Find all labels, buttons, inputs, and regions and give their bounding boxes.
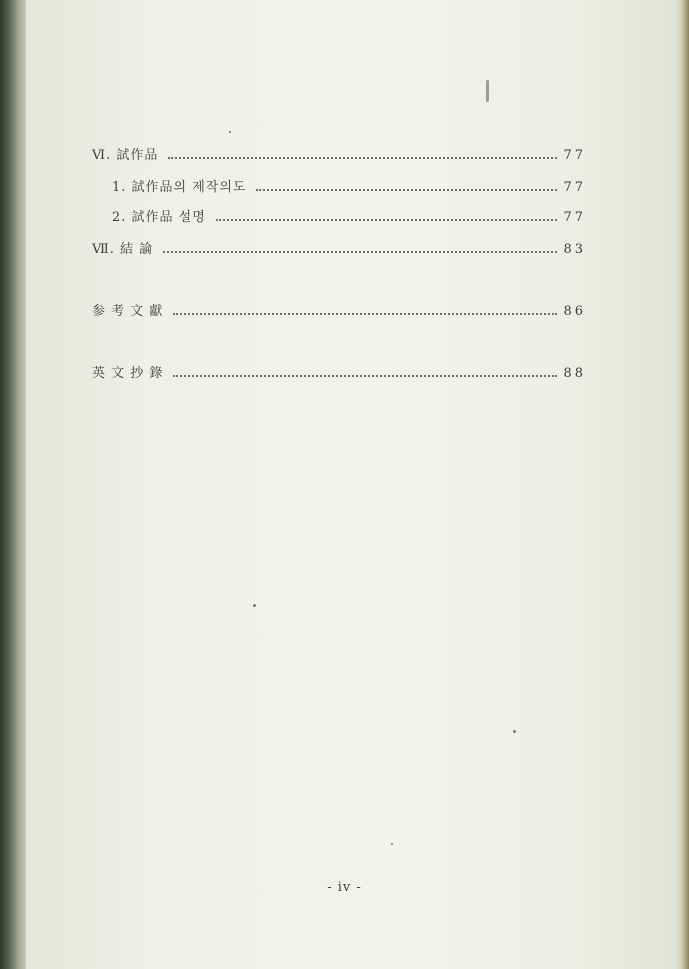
toc-entry-title: 2. 試作品 설명 <box>112 210 206 225</box>
toc-entry-title: 英 文 抄 錄 <box>92 366 164 381</box>
dust-speck <box>229 131 231 133</box>
toc-entry-chapter-6 <box>92 143 586 163</box>
dot-leader <box>173 313 557 315</box>
toc-entry-page: 77 <box>563 210 586 225</box>
toc-entry-chapter-7 <box>92 237 586 257</box>
toc-entry-title: 参 考 文 獻 <box>92 304 164 319</box>
toc-entry-page: 88 <box>563 366 586 381</box>
dot-leader <box>256 189 557 191</box>
dust-speck <box>253 604 256 607</box>
toc-entry-references <box>92 299 586 319</box>
page-number: - iv - <box>327 880 362 895</box>
toc-entry-title: Ⅶ. 結 論 <box>92 242 154 257</box>
dot-leader <box>216 219 558 221</box>
toc-entry-english-abstract <box>92 361 586 381</box>
dust-speck <box>486 80 489 102</box>
toc-entry-section-6-2 <box>112 205 586 225</box>
toc-entry-page: 86 <box>563 304 586 319</box>
toc-entry-page: 77 <box>563 148 586 163</box>
dust-speck <box>391 843 393 845</box>
dot-leader <box>168 157 557 159</box>
toc-entry-page: 83 <box>563 242 586 257</box>
dot-leader <box>173 375 557 377</box>
dot-leader <box>163 251 557 253</box>
toc-entry-page: 77 <box>563 180 586 195</box>
toc-entry-title: Ⅵ. 試作品 <box>92 148 159 163</box>
toc-entry-section-6-1 <box>112 175 586 195</box>
toc-entry-title: 1. 試作品의 제작의도 <box>112 180 247 195</box>
dust-speck <box>513 730 516 733</box>
